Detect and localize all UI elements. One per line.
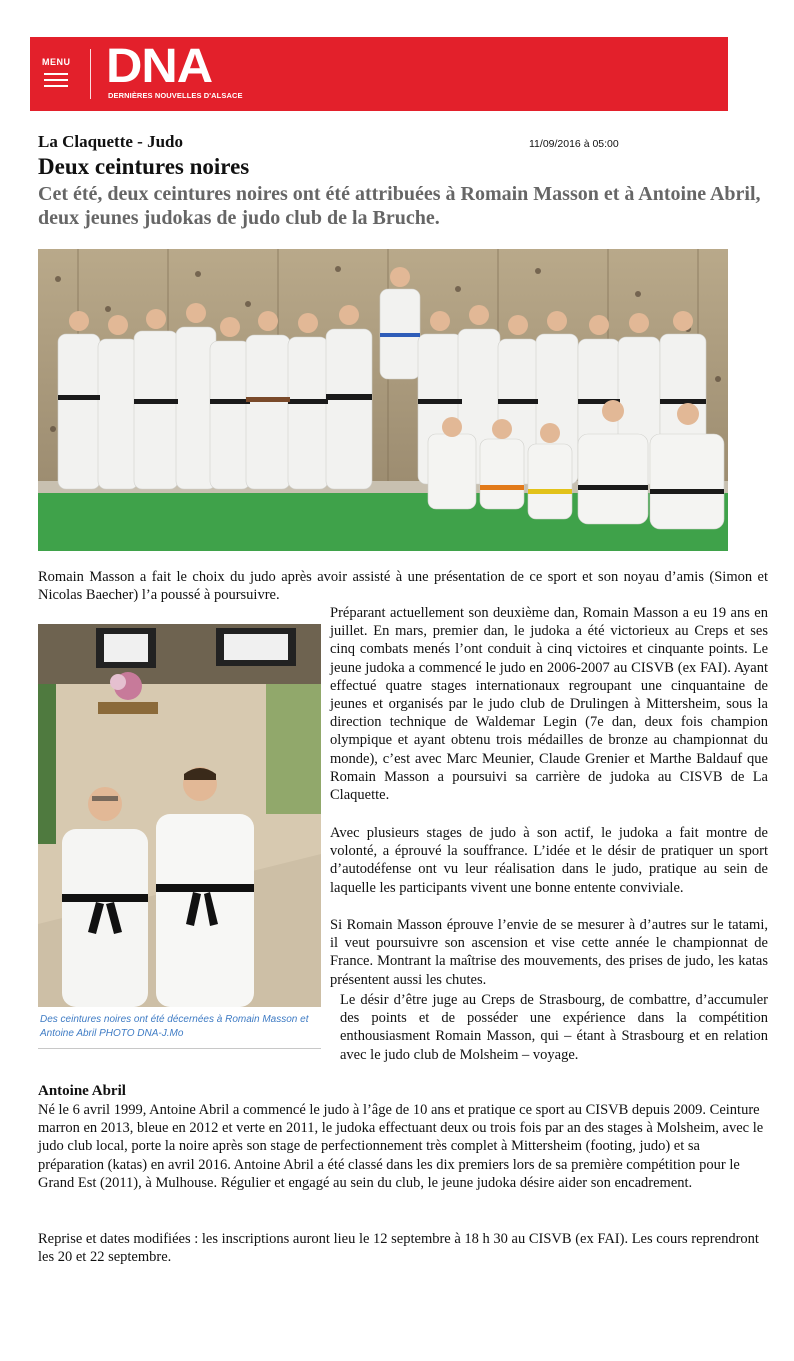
section-heading: Antoine Abril [38,1083,126,1099]
article-title: Deux ceintures noires [38,154,250,179]
header-divider [90,49,91,99]
site-logo[interactable]: DNA [106,40,213,93]
article-paragraph: Romain Masson a fait le choix du judo après avoir assisté à une présentation de ce sport et son noyau d’amis (Simon et Nicolas Baecher) l’a poussé à poursuivre. [38,569,768,604]
article-lead: Cet été, deux ceintures noires ont été attribuées à Romain Masson et à Antoine Abril, deux jeunes judokas de judo club de la Bruche. [38,183,761,229]
photo-caption: Des ceintures noires ont été décernées à Romain Masson et Antoine Abril PHOTO DNA-J.Mo [40,1014,309,1039]
menu-button[interactable] [42,57,78,87]
article-paragraph: Avec plusieurs stages de judo à son actif, le judoka a fait montre de volonté, a éprouvé la souffrance. L’idée et le désir de pratiquer un sport d’autodéfense ont vu leur réalisation dans le judo, pratique au sein de laquelle les participants vivent une bonne entente conviviale. [330,825,768,896]
portrait-photo [38,624,321,1007]
article-paragraph: Le désir d’être juge au Creps de Strasbourg, de combattre, d’accumuler des points et de posséder une expérience dans la compétition enthousiasment Romain Masson, qui – étant à Strasbourg et en relation avec le judo club de Molsheim – voyage. [340,992,768,1063]
article-paragraph: Préparant actuellement son deuxième dan, Romain Masson a eu 19 ans en juillet. En mars, premier dan, le judoka a été victorieux au Creps et ses cinq combats menés l’ont conduit à cinq victoires et cinquante points. Le jeune judoka a commencé le judo en 2006-2007 au CISVB (ex FAI). Ayant effectué quatre stages internationaux regroupant une cinquantaine de jeunes et organisés par le judo club de Drulingen à Mittersheim, sous la direction technique de Waldemar Legin (7e dan, deux fois champion olympique et ayant obtenu trois médailles de bronze au championnat du monde), c’est avec Marc Meunier, Claude Grenier et Marthe Baldauf que Romain Masson a poursuivi sa carrière de judoka au CISVB de La Claquette. [330,605,768,804]
article-date: 11/09/2016 à 05:00 [529,138,619,150]
article-rubric: La Claquette - Judo [38,132,183,151]
site-header [30,37,728,111]
caption-divider [38,1048,321,1049]
hamburger-icon[interactable] [42,73,78,87]
group-photo [38,249,728,551]
menu-label: MENU [42,57,71,67]
article-paragraph: Si Romain Masson éprouve l’envie de se mesurer à d’autres sur le tatami, il veut poursuivre son ascension et vise cette année le championnat de France. Montrant la maîtrise des mouvements, des prises de judo, les katas présentent aussi les chutes. [330,917,768,988]
site-logo-subtitle: DERNIÈRES NOUVELLES D'ALSACE [108,91,243,100]
article-paragraph: Reprise et dates modifiées : les inscriptions auront lieu le 12 septembre à 18 h 30 au CISVB (ex FAI). Les cours reprendront les 20 et 22 septembre. [38,1231,759,1266]
article-paragraph: Né le 6 avril 1999, Antoine Abril a commencé le judo à l’âge de 10 ans et pratique ce sport au CISVB depuis 2009. Ceinture marron en 2013, bleue en 2012 et verte en 2011, le judoka effectuant deux ou trois fois par an des stages à Molsheim, avec le judo club local, porte la noire après son stage de perfectionnement très complet à Mittersheim (footing, judo) et sa préparation (katas) en avril 2016. Antoine Abril a été classé dans les dix premiers lors de sa première compétition pour le Grand Est (2011), à Mulhouse. Régulier et engagé au sein du club, le jeune judoka désire aider son encadrement. [38,1102,764,1191]
